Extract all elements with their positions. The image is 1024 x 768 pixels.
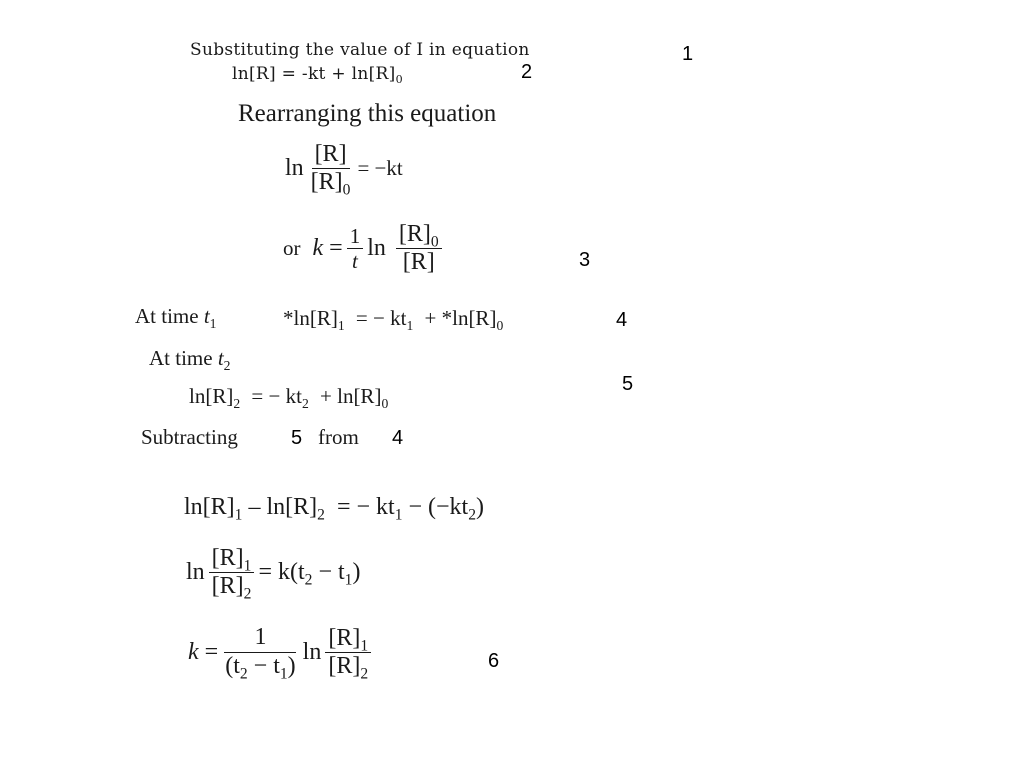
- at-time-t1: At time $t_1$: [135, 304, 217, 331]
- equation-ref-1: 1: [682, 43, 694, 65]
- rearranging-heading: Rearranging this equation: [238, 100, 497, 127]
- subtracting-from: from: [318, 425, 359, 449]
- equation-ratio-k: ln $\frac{[R]_1}{[R]_2}$ = $k(t_2 - t_1)$: [186, 545, 361, 603]
- at-time-t2: At time $t_2$: [149, 346, 231, 373]
- equation-2: $\ln[R] = -kt + \ln[R]_0$: [232, 64, 403, 86]
- equation-3: or k = $\frac{1}{t}$ ln $\frac{[R]_0}{[R]}$: [283, 222, 446, 275]
- equation-5: $\ln[R]_2$ = − $kt_2 + \ln[R]_0$: [189, 384, 389, 411]
- equation-ref-3: 3: [579, 249, 591, 271]
- equation-ref-4: 4: [616, 309, 628, 331]
- equation-ref-6: 6: [488, 650, 500, 672]
- ratio-fraction: $\frac{[R]}{[R]_0}$: [310, 141, 351, 199]
- equation-4: $*\ln[R]_1$ = − $kt_1 + *\ln[R]_0$: [283, 306, 504, 333]
- subtracting-label: Subtracting: [141, 425, 238, 449]
- subtracting-ref-b: 4: [392, 427, 404, 449]
- subtracting-ref-a: 5: [291, 427, 303, 449]
- equation-ln-ratio: ln $\frac{[R]}{[R]_0}$ = −kt: [285, 141, 403, 199]
- substituting-line: [190, 40, 530, 60]
- equation-ref-2: 2: [521, 61, 533, 83]
- equation-ref-5: 5: [622, 373, 634, 395]
- equation-6: k = $\frac{1}{(t_2 - t_1)}$ ln $\frac{[R]_1}{[R]_2}$: [188, 625, 375, 679]
- substituting-text: Substituting the value of I in equation: [190, 40, 530, 60]
- equation-difference: $\ln[R]_1 - \ln[R]_2$ = − $kt_1 - (-kt_2)$: [184, 494, 485, 524]
